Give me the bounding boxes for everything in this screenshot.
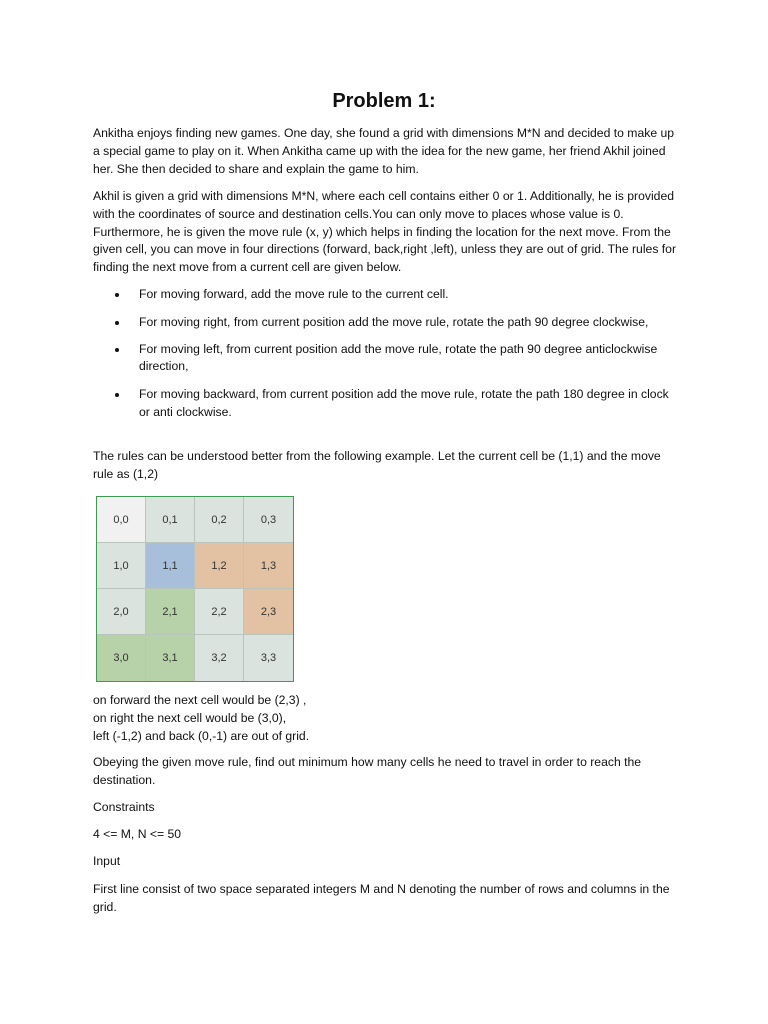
rule-item: For moving backward, from current position add the move rule, rotate the path 180 degree in clock or anti clockwise. — [93, 386, 678, 422]
problem-title: Problem 1: — [332, 90, 436, 112]
grid-cell: 3,3 — [244, 635, 293, 681]
grid-cell: 3,1 — [146, 635, 195, 681]
grid-cell: 2,3 — [244, 589, 293, 635]
rule-item: For moving right, from current position add the move rule, rotate the path 90 degree clockwise, — [93, 314, 678, 332]
result-forward: on forward the next cell would be (2,3) , — [93, 693, 307, 707]
example-results — [93, 692, 309, 745]
grid-cell: 2,2 — [195, 589, 244, 635]
grid-cell: 0,0 — [97, 497, 146, 543]
result-right: on right the next cell would be (3,0), — [93, 710, 287, 725]
bullet-icon — [115, 293, 119, 297]
example-grid — [96, 496, 294, 682]
grid-cell: 0,1 — [146, 497, 195, 543]
grid-cell: 2,1 — [146, 589, 195, 635]
grid-cell: 0,2 — [195, 497, 244, 543]
grid-cell: 1,3 — [244, 543, 293, 589]
bullet-icon — [115, 348, 119, 352]
grid-cell: 3,2 — [195, 635, 244, 681]
grid-cell: 3,0 — [97, 635, 146, 681]
rule-item: For moving left, from current position add the move rule, rotate the path 90 degree anticlockwise direction, — [93, 341, 678, 377]
input-description: First line consist of two space separated integers M and N denoting the number of rows and columns in the grid. — [93, 882, 670, 914]
rules-list — [93, 286, 678, 422]
task-paragraph: Obeying the given move rule, find out minimum how many cells he need to travel in order to reach the destination. — [93, 755, 642, 787]
grid-cell: 2,0 — [97, 589, 146, 635]
grid-cell: 1,1 — [146, 543, 195, 589]
grid-cell: 1,0 — [97, 543, 146, 589]
grid-cell: 1,2 — [195, 543, 244, 589]
intro-paragraph: Ankitha enjoys finding new games. One day, she found a grid with dimensions M*N and decided to make up a special game to play on it. When Ankitha came up with the idea for the new game, her friend Akhil joined her. She then decided to share and explain the game to him. — [93, 126, 675, 176]
bullet-icon — [115, 393, 119, 397]
example-intro: The rules can be understood better from the following example. Let the current cell be (1,1) and the move rule as (1,2) — [93, 449, 661, 481]
constraints-text: 4 <= M, N <= 50 — [93, 827, 182, 841]
result-left-back: left (-1,2) and back (0,-1) are out of grid. — [93, 728, 310, 743]
input-heading: Input — [93, 854, 121, 868]
description-paragraph: Akhil is given a grid with dimensions M*N, where each cell contains either 0 or 1. Additionally, he is provided with the coordinates of source and destination cells.You can only move to places whose value is 0. Furthermore, he is given the move rule (x, y) which helps in finding the location for the next move. From the given cell, you can move in four directions (forward, back,right ,left), unless they are out of grid. The rules for finding the next move from a current cell are given below. — [93, 189, 677, 275]
bullet-icon — [115, 321, 119, 325]
rule-item: For moving forward, add the move rule to the current cell. — [93, 286, 678, 304]
constraints-heading: Constraints — [93, 800, 155, 814]
grid-cell: 0,3 — [244, 497, 293, 543]
